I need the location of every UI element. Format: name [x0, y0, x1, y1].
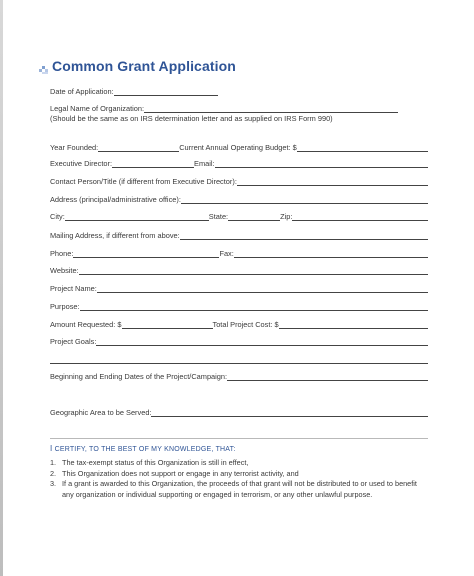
phone-field[interactable]: [73, 249, 219, 258]
amount-field[interactable]: [122, 320, 213, 329]
total-cost-label: Total Project Cost: $: [212, 320, 279, 329]
dates-field[interactable]: [227, 372, 428, 381]
goals-row: [50, 337, 428, 347]
contact-field[interactable]: [237, 177, 428, 186]
legal-name-note: (Should be the same as on IRS determination letter and as supplied on IRS Form 990): [50, 114, 333, 123]
mailing-label: Mailing Address, if different from above:: [50, 231, 180, 240]
purpose-field[interactable]: [80, 302, 428, 311]
geo-label: Geographic Area to be Served:: [50, 408, 152, 417]
page-edge: [0, 0, 3, 576]
year-founded-field[interactable]: [98, 143, 179, 152]
fax-field[interactable]: [234, 249, 428, 258]
budget-field[interactable]: [297, 143, 428, 152]
address-field[interactable]: [181, 195, 428, 204]
state-label: State:: [208, 212, 229, 221]
legal-name-label: Legal Name of Organization:: [50, 104, 145, 113]
amount-label: Amount Requested: $: [50, 320, 122, 329]
email-label: Email:: [194, 159, 215, 168]
director-field[interactable]: [112, 159, 194, 168]
budget-label: Current Annual Operating Budget: $: [179, 143, 297, 152]
mailing-field[interactable]: [180, 231, 428, 240]
project-name-row: [50, 284, 428, 294]
certify-heading: [50, 444, 236, 453]
date-row: [50, 87, 218, 97]
director-email-row: [50, 159, 428, 169]
item-text: The tax-exempt status of this Organization is still in effect,: [62, 458, 249, 467]
list-item: [50, 479, 430, 500]
amount-row: [50, 320, 428, 330]
contact-label: Contact Person/Title (if different from Executive Director):: [50, 177, 237, 186]
contact-row: [50, 177, 428, 187]
project-name-field[interactable]: [97, 284, 428, 293]
certification-list: [50, 458, 430, 500]
dates-label: Beginning and Ending Dates of the Project/Campaign:: [50, 372, 228, 381]
list-item: [50, 469, 430, 480]
certify-initial: I: [50, 444, 53, 453]
page-title: Common Grant Application: [52, 58, 236, 74]
state-field[interactable]: [228, 212, 280, 221]
dates-row: [50, 372, 428, 382]
address-label: Address (principal/administrative office):: [50, 195, 181, 204]
address-row: [50, 195, 428, 205]
goals-line-2[interactable]: [50, 363, 428, 364]
list-item: [50, 458, 430, 469]
zip-field[interactable]: [292, 212, 428, 221]
certify-text: CERTIFY, TO THE BEST OF MY KNOWLEDGE, THAT:: [52, 446, 236, 453]
date-label: Date of Application:: [50, 87, 114, 96]
purpose-label: Purpose:: [50, 302, 80, 311]
document-icon: [39, 63, 51, 75]
fax-label: Fax:: [219, 249, 234, 258]
geo-field[interactable]: [151, 408, 428, 417]
date-field[interactable]: [114, 87, 218, 96]
website-row: [50, 266, 428, 276]
website-field[interactable]: [79, 266, 428, 275]
goals-label: Project Goals:: [50, 337, 97, 346]
phone-fax-row: [50, 249, 428, 259]
email-field[interactable]: [215, 159, 428, 168]
year-budget-row: [50, 143, 428, 153]
city-state-zip-row: [50, 212, 428, 222]
city-label: City:: [50, 212, 65, 221]
website-label: Website:: [50, 266, 79, 275]
legal-name-row: [50, 104, 398, 114]
city-field[interactable]: [65, 212, 209, 221]
purpose-row: [50, 302, 428, 312]
director-label: Executive Director:: [50, 159, 113, 168]
goals-field[interactable]: [96, 337, 428, 346]
item-text: This Organization does not support or engage in any terrorist activity, and: [62, 468, 299, 478]
phone-label: Phone:: [50, 249, 74, 258]
geo-row: [50, 408, 428, 418]
mailing-row: [50, 231, 428, 241]
total-cost-field[interactable]: [279, 320, 428, 329]
zip-label: Zip:: [280, 212, 293, 221]
legal-name-field[interactable]: [144, 104, 398, 113]
item-number: 1.: [50, 458, 57, 467]
project-name-label: Project Name:: [50, 284, 97, 293]
year-founded-label: Year Founded:: [50, 143, 99, 152]
item-text: If a grant is awarded to this Organization, the proceeds of that grant will not be distributed to or used to benefit any organization or individual supporting or engaged in terrorism, or any other unlawful purpose.: [62, 479, 417, 499]
item-number: 3.: [50, 479, 57, 488]
item-number: 2.: [50, 468, 57, 478]
section-divider: [50, 438, 428, 439]
